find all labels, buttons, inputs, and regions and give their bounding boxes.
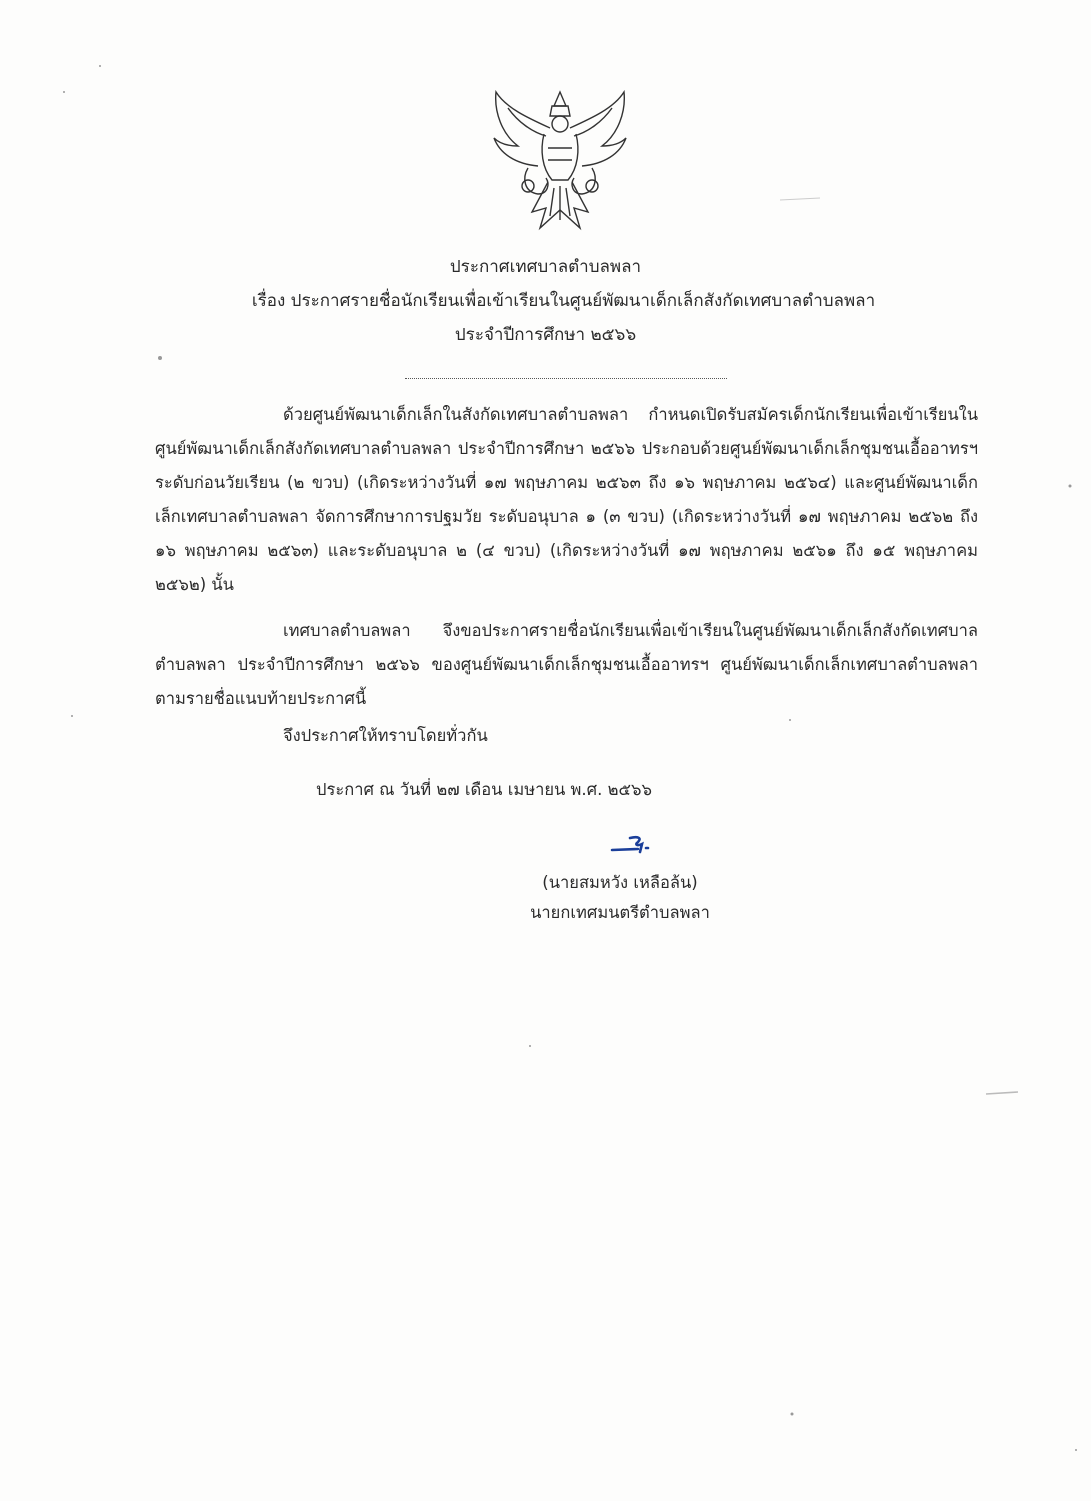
signer-block	[500, 868, 740, 928]
issuer-title: ประกาศเทศบาลตำบลพลา	[449, 257, 642, 277]
announcement-date: ประกาศ ณ วันที่ ๒๗ เดือน เมษายน พ.ศ. ๒๕๖๖	[316, 780, 652, 799]
signer-name: (นายสมหวัง เหลือล้น)	[542, 873, 698, 892]
body-paragraph-1	[155, 398, 978, 602]
garuda-emblem-icon	[488, 88, 632, 234]
paragraph-text: เทศบาลตำบลพลา จึงขอประกาศรายชื่อนักเรียนเพื่อเข้าเรียนในศูนย์พัฒนาเด็กเล็กสังกัดเทศบาลตำบลพลา ประจำปีการศึกษา ๒๕๖๖ ของศูนย์พัฒนาเด็กเล็กชุมชนเอื้ออาทรฯ ศูนย์พัฒนาเด็กเล็กเทศบาลตำบลพลา ตามรายชื่อแนบท้ายประกาศนี้	[155, 621, 978, 708]
paragraph-text: ด้วยศูนย์พัฒนาเด็กเล็กในสังกัดเทศบาลตำบลพลา กำหนดเปิดรับสมัครเด็กนักเรียนเพื่อเข้าเรียนในศูนย์พัฒนาเด็กเล็กสังกัดเทศบาลตำบลพลา ประจำปีการศึกษา ๒๕๖๖ ประกอบด้วยศูนย์พัฒนาเด็กเล็กชุมชนเอื้ออาทรฯ ระดับก่อนวัยเรียน (๒ ขวบ) (เกิดระหว่างวันที่ ๑๗ พฤษภาคม ๒๕๖๓ ถึง ๑๖ พฤษภาคม ๒๕๖๔) และศูนย์พัฒนาเด็กเล็กเทศบาลตำบลพลา จัดการศึกษาการปฐมวัย ระดับอนุบาล ๑ (๓ ขวบ) (เกิดระหว่างวันที่ ๑๗ พฤษภาคม ๒๕๖๒ ถึง ๑๖ พฤษภาคม ๒๕๖๓) และระดับอนุบาล ๒ (๔ ขวบ) (เกิดระหว่างวันที่ ๑๗ พฤษภาคม ๒๕๖๑ ถึง ๑๕ พฤษภาคม ๒๕๖๒) นั้น	[155, 405, 978, 594]
subject-line: เรื่อง ประกาศรายชื่อนักเรียนเพื่อเข้าเรียนในศูนย์พัฒนาเด็กเล็กสังกัดเทศบาลตำบลพลา	[251, 291, 876, 311]
body-paragraph-2	[155, 614, 978, 716]
academic-year: ประจำปีการศึกษา ๒๕๖๖	[454, 325, 637, 345]
signer-position: นายกเทศมนตรีตำบลพลา	[530, 903, 710, 922]
heading-divider	[405, 378, 727, 379]
notice-line: จึงประกาศให้ทราบโดยทั่วกัน	[283, 726, 488, 745]
announcement-heading	[0, 250, 1091, 352]
signature-icon	[608, 830, 656, 858]
